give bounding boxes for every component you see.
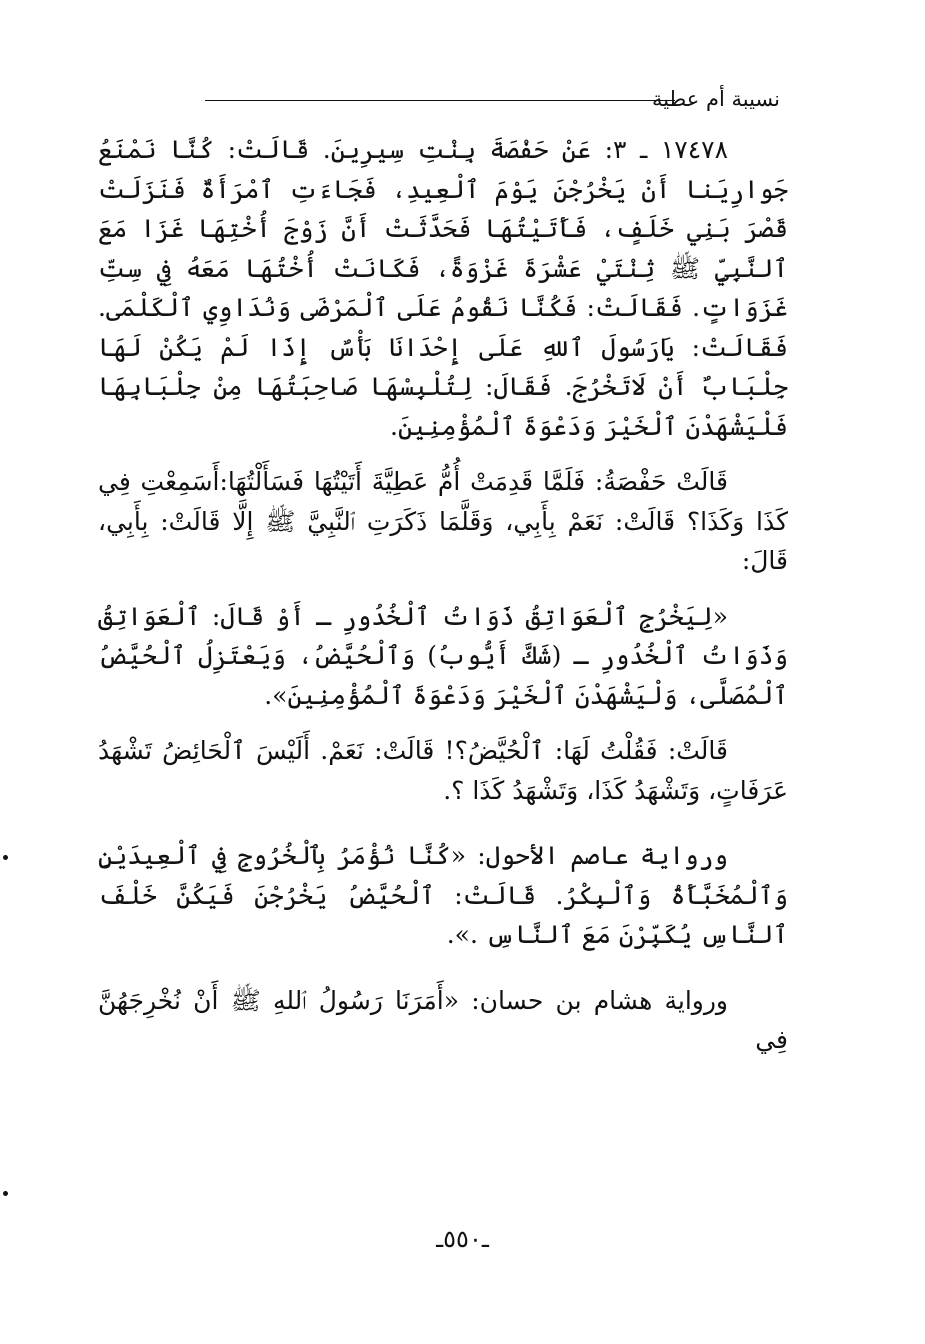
question-paragraph: قَالَتْ: فَقُلْتُ لَهَا: ٱلْحُيَّضُ؟! قَالَتْ: نَعَمْ. أَلَيْسَ ٱلْحَائِضُ تَشْهَدُ عَرَفَاتٍ، وَتَشْهَدُ كَذَا، وَتَشْهَدُ كَذَا ؟. [98,736,788,805]
header-rule [205,100,675,101]
page-number: ـ٥٥٠ـ [436,1225,489,1253]
hisham-narration-paragraph: ورواية هشام بن حسان: «أَمَرَنَا رَسُولُ ٱللهِ ﷺ أَنْ نُخْرِجَهُنَّ فِي [98,985,788,1054]
margin-dot [3,855,8,860]
running-title: نسيبة أم عطية [651,87,780,111]
quote-paragraph: «لِيَخْرُجِ ٱلْعَوَاتِقُ ذَوَاتُ ٱلْخُدُورِ ـ أَوْ قَالَ: ٱلْعَوَاتِقُ وَذَوَاتُ ٱلْخُدُورِ ـ (شَكَّ أَيُّوبُ) وَٱلْحُيَّضُ، وَيَعْتَزِلُ ٱلْحُيَّضُ ٱلْمُصَلَّى، وَلْيَشْهَدْنَ ٱلْخَيْرَ وَدَعْوَةَ ٱلْمُؤْمِنِينَ». [98,601,788,710]
asim-narration-paragraph: ورواية عاصم الأحول: «كُنَّا نُؤْمَرُ بِٱلْخُرُوجِ فِي ٱلْعِيدَيْنِ وَٱلْمُخَبَّأَةُ وَٱلْبِكْرُ. قَالَتْ: ٱلْحُيَّضُ يَخْرُجْنَ فَيَكُنَّ خَلْفَ ٱلنَّاسِ يُكَبِّرْنَ مَعَ ٱلنَّاسِ .». [98,841,788,949]
hafsa-paragraph: قَالَتْ حَفْصَةُ: فَلَمَّا قَدِمَتْ أُمُّ عَطِيَّةَ أَتَيْتُهَا فَسَأَلْتُهَا:أَسَمِعْتِ فِي كَذَا وَكَذَا؟ قَالَتْ: نَعَمْ بِأَبِي، وَقَلَّمَا ذَكَرَتِ ٱلنَّبِيَّ ﷺ إِلَّا قَالَتْ: بِأَبِي، قَالَ: [98,467,788,575]
margin-dot [3,1191,8,1196]
hadith-paragraph: ١٧٤٧٨ ـ ٣: عَنْ حَفْصَةَ بِنْتِ سِيرِينَ. قَالَتْ: كُنَّا نَمْنَعُ جَوارِيَنا أَنْ يَخْرُجْنَ يَوْمَ ٱلْعِيدِ، فَجَاءَتِ ٱمْرَأَةٌ فَنَزَلَتْ قَصْرَ بَنِي خَلَفٍ، فَأَتَيْتُهَا فَحَدَّثَتْ أَنَّ زَوْجَ أُخْتِهَا غَزَا مَعَ ٱلنَّبِيِّ ﷺ ثِنْتَيْ عَشْرَةَ غَزْوَةً، فَكَانَتْ أُخْتُهَا مَعَهُ فِي سِتِّ غَزَوَاتٍ. فَقَالَتْ: فَكُنَّا نَقُومُ عَلَى ٱلْمَرْضَى وَنُدَاوِي ٱلْكَلْمَى. فَقَالَتْ: يَارَسُولَ ٱللهِ عَلَى إِحْدَانَا بَأْسٌ إِذَا لَمْ يَكُنْ لَهَا جِلْبَابٌ أَنْ لَاتَخْرُجَ. فَقَالَ: لِتُلْبِسْهَا صَاحِبَتُهَا مِنْ جِلْبَابِهَا فَلْيَشْهَدْنَ ٱلْخَيْرَ وَدَعْوَةَ ٱلْمُؤْمِنِينَ. [98,135,788,441]
page-header [205,84,780,114]
main-text [98,130,788,1060]
